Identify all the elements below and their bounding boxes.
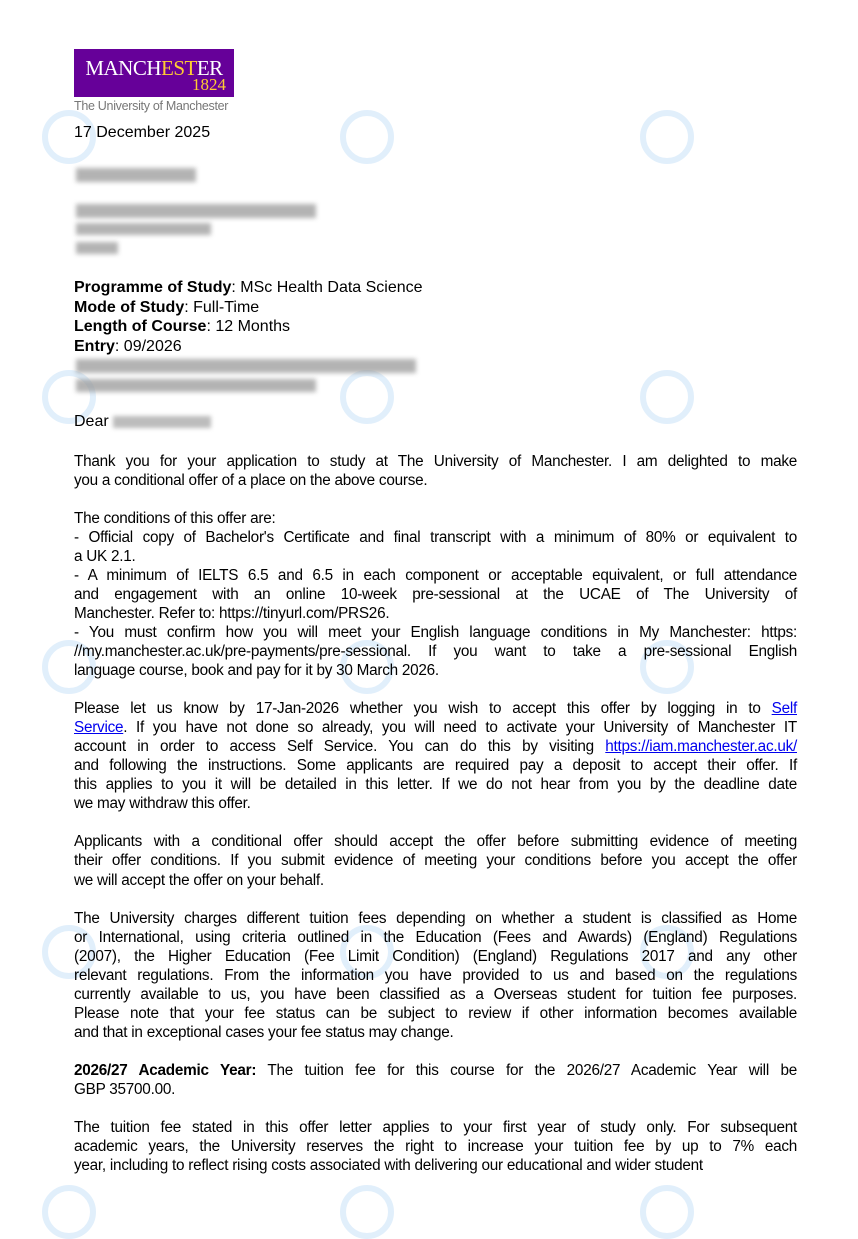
redacted-address-line [76,204,316,218]
text-line: GBP 35700.00. [74,1081,176,1099]
redacted-name [113,416,211,428]
logo-word-end: ER [196,56,223,80]
university-logo [74,49,234,97]
text-line: Please note that your fee status can be subject to review if other information becomes available [74,1004,797,1022]
paragraph-gap [74,1042,797,1061]
letter-date: 17 December 2025 [74,124,211,141]
text-line: //my.manchester.ac.uk/pre-payments/pre-sessional. If you want to take a pre-sessional English [74,642,797,660]
logo-word-start: MANCH [85,56,161,80]
watermark-logo-icon [340,1185,394,1239]
watermark-logo-icon [340,370,394,424]
bold-heading: 2026/27 Academic Year: [74,1062,257,1079]
text-line: The conditions of this offer are: [74,509,276,527]
watermark-logo-icon [640,110,694,164]
detail-value: : Full-Time [184,298,260,316]
text-line: their offer conditions. If you submit evidence of meeting your conditions before you accept the offer [74,852,797,870]
text-line: year, including to reflect rising costs associated with delivering our educational and wider student [74,1157,703,1175]
redacted-application-number [76,379,316,392]
watermark-logo-icon [640,1185,694,1239]
paragraph [74,909,797,1042]
text-line: and that in exceptional cases your fee status may change. [74,1023,454,1041]
text-line: language course, book and pay for it by 30 March 2026. [74,662,439,680]
paragraph [74,452,797,490]
link[interactable]: Self [771,700,797,718]
redacted-address-line [76,223,211,235]
watermark-logo-icon [340,110,394,164]
detail-row [74,298,423,318]
text-line [74,1061,797,1080]
text-segment: account in order to access Self Service. You can do this by visiting [74,738,606,756]
detail-row [74,317,423,337]
text-line: relevant regulations. From the information you have provided to us and based on the regulations [74,966,797,984]
text-line: and engagement with an online 10-week pre-sessional at the UCAE of The University of [74,585,797,603]
text-line: Manchester. Refer to: https://tinyurl.com/PRS26. [74,604,390,622]
text-line: we may withdraw this offer. [74,795,251,813]
text-line: - Official copy of Bachelor's Certificate and final transcript with a minimum of 80% or equivalent to [74,528,797,546]
paragraph-gap [74,813,797,832]
text-line: this applies to you it will be detailed in this letter. If we do not hear from you by the deadline date [74,776,797,794]
text-segment: Please let us know by 17-Jan-2026 whether you wish to accept this offer by logging in to [74,700,772,718]
text-line: you a conditional offer of a place on the above course. [74,471,428,489]
detail-row [74,278,423,298]
logo-year: 1824 [192,75,226,94]
detail-label: Programme of Study [74,279,232,296]
paragraph-gap [74,680,797,699]
detail-label: Entry [74,337,115,355]
letter-body [74,452,797,1176]
watermark-logo-icon [42,1185,96,1239]
text-line: we will accept the offer on your behalf. [74,871,324,889]
detail-label: Mode of Study [74,298,185,316]
text-line: a UK 2.1. [74,547,136,565]
text-line: - A minimum of IELTS 6.5 and 6.5 in each component or acceptable equivalent, or full attendance [74,566,797,584]
text-line: or International, using criteria outlined in the Education (Fees and Awards) (England) Regulations [74,928,797,946]
paragraph-gap [74,490,797,509]
link[interactable]: https://iam.manchester.ac.uk/ [605,738,797,756]
text-line: (2007), the Higher Education (Fee Limit Condition) (England) Regulations 2017 and any other [74,947,797,965]
redacted-recipient-name [76,168,196,182]
watermark-logo-icon [640,370,694,424]
text-line: The University charges different tuition fees depending on whether a student is classified as Home [74,909,797,927]
detail-label: Length of Course [74,318,207,335]
paragraph-gap [74,1099,797,1118]
text-line [74,718,797,737]
text-line [74,699,797,718]
text-line: currently available to us, you have been classified as a Overseas student for tuition fee purposes. [74,985,797,1003]
text-line: Applicants with a conditional offer should accept the offer before submitting evidence of meeting [74,833,797,851]
link[interactable]: Service [74,719,124,737]
text-line: - You must confirm how you will meet your English language conditions in My Manchester: https: [74,623,797,641]
text-line: academic years, the University reserves the right to increase your tuition fee by up to 7% each [74,1138,797,1156]
salutation-text: Dear [74,413,109,430]
detail-row [74,337,423,357]
detail-value: : 09/2026 [114,337,182,355]
text-line: Thank you for your application to study at The University of Manchester. I am delighted to make [74,452,797,470]
text-segment: . If you have not done so already, you will need to activate your University of Manchester IT [123,719,797,737]
paragraph [74,1118,797,1175]
detail-value: : 12 Months [206,318,291,335]
text-segment: The tuition fee for this course for the 2026/27 Academic Year will be [256,1062,797,1079]
paragraph [74,509,797,680]
salutation [74,413,211,431]
paragraph-gap [74,890,797,909]
programme-details [74,278,423,356]
text-line [74,737,797,756]
logo-subtitle: The University of Manchester [74,99,229,113]
paragraph [74,1061,797,1099]
paragraph [74,832,797,889]
detail-value: : MSc Health Data Science [231,279,423,296]
paragraph [74,699,797,813]
redacted-address-line [76,242,118,254]
text-line: The tuition fee stated in this offer letter applies to your first year of study only. For subsequent [74,1119,797,1137]
logo-word-mid: EST [161,56,197,80]
redacted-reference-line [76,359,416,373]
text-line: and following the instructions. Some applicants are required pay a deposit to accept their offer. If [74,757,797,775]
